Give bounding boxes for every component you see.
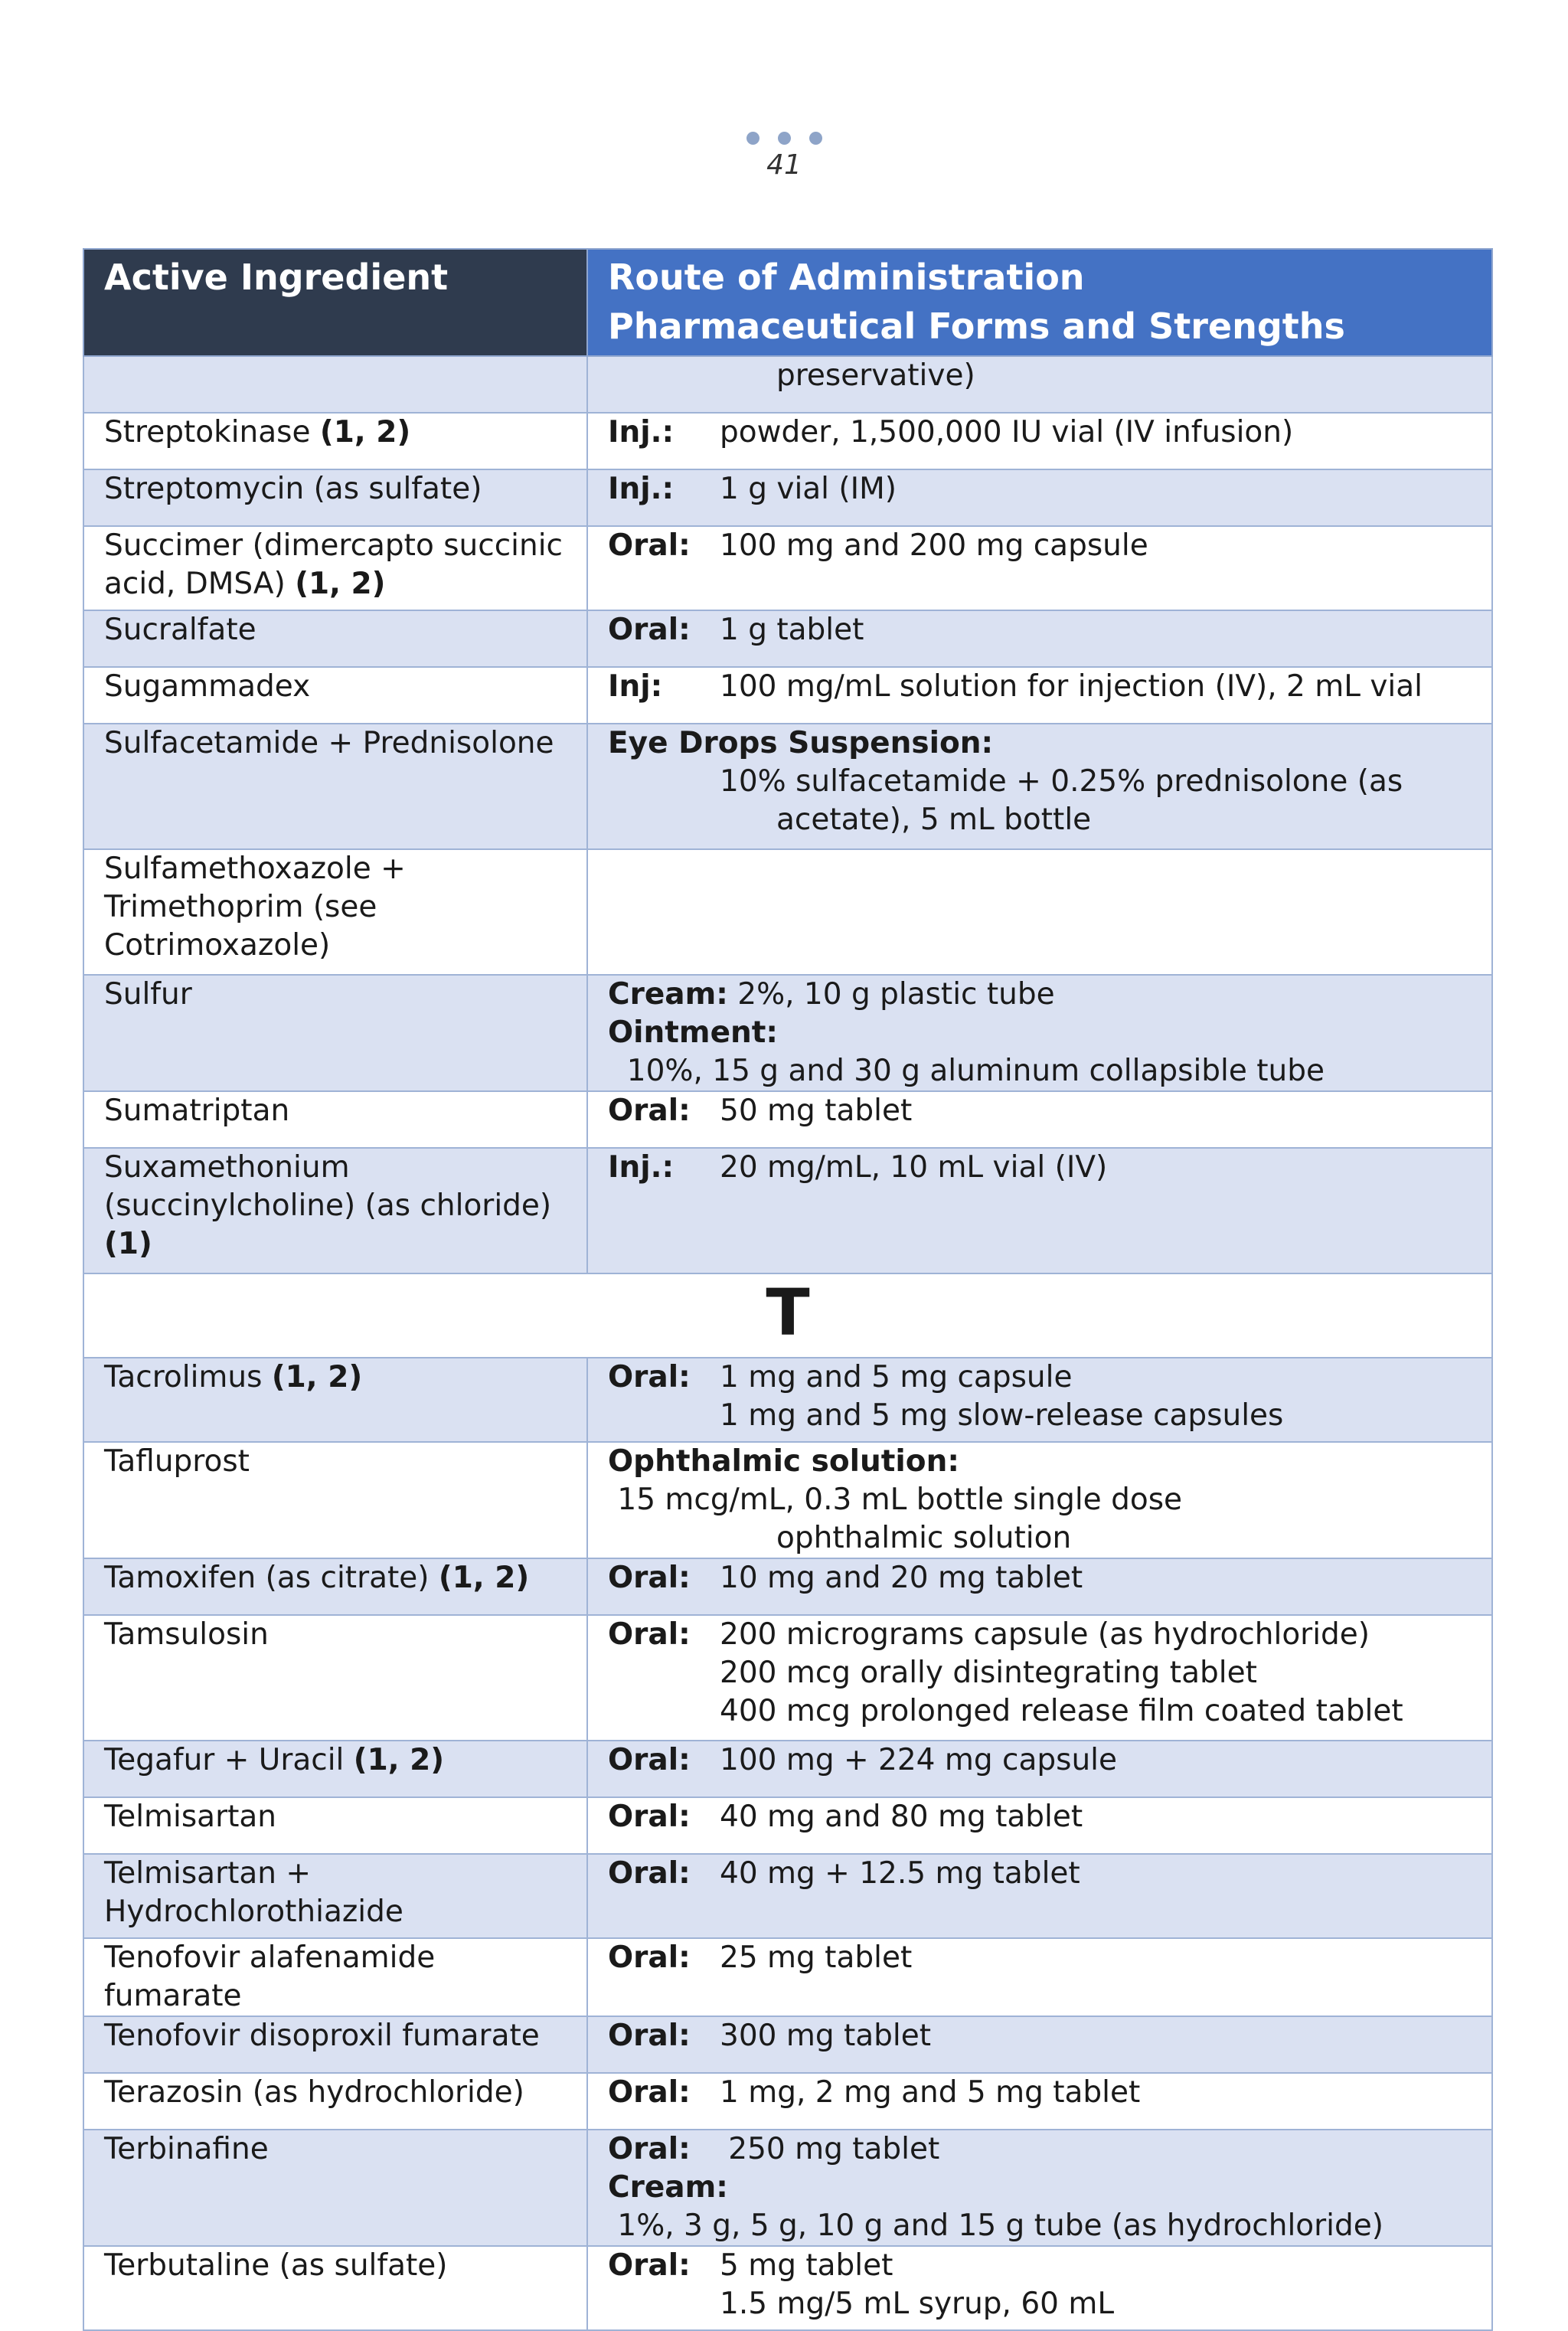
ingredient-name: Terbutaline (as sulfate) <box>104 2248 448 2283</box>
ingredient-name: Tacrolimus <box>104 1360 272 1394</box>
ingredient-name: Streptokinase <box>104 415 320 450</box>
form-strength: 40 mg and 80 mg tablet <box>720 1800 1083 1834</box>
ingredient-note-mark: (1, 2) <box>295 567 386 601</box>
ingredient-name: Tafluprost <box>104 1444 250 1479</box>
form-strength: 10 mg and 20 mg tablet <box>720 1561 1083 1595</box>
form-strength: powder, 1,500,000 IU vial (IV infusion) <box>720 415 1294 450</box>
page-ornament <box>0 132 1568 148</box>
ingredient-note-mark: (1) <box>104 1227 152 1261</box>
route-forms-cell <box>587 2016 1492 2073</box>
form-label: Cream: <box>608 2170 728 2205</box>
ingredient-name: Sulfacetamide + Prednisolone <box>104 726 554 760</box>
header-route-forms <box>587 249 1492 356</box>
route-forms-cell <box>587 2073 1492 2130</box>
active-ingredient-cell <box>83 2016 587 2073</box>
ingredient-name: Sulfamethoxazole + Trimethoprim (see Cotrimoxazole) <box>104 852 406 963</box>
ingredient-note-mark: (1, 2) <box>353 1743 445 1777</box>
ingredient-name: Tenofovir alafenamide fumarate <box>104 1940 436 2013</box>
table-row <box>83 413 1492 469</box>
form-strength: 1 mg and 5 mg capsule <box>720 1360 1073 1394</box>
ingredient-name: Sugammadex <box>104 669 311 704</box>
route-label: Oral: <box>608 2248 691 2283</box>
route-forms-cell <box>587 1558 1492 1615</box>
table-row <box>83 667 1492 724</box>
active-ingredient-cell <box>83 356 587 413</box>
route-forms-cell <box>587 356 1492 413</box>
form-strength: 1 g vial (IM) <box>720 472 897 506</box>
active-ingredient-cell <box>83 1615 587 1741</box>
active-ingredient-cell <box>83 1148 587 1273</box>
route-label: Inj.: <box>608 1150 675 1185</box>
route-forms-cell <box>587 1797 1492 1854</box>
table-row <box>83 1091 1492 1148</box>
ingredient-name: Tamoxifen (as citrate) <box>104 1561 439 1595</box>
table-row <box>83 1938 1492 2016</box>
continuation-text: ophthalmic solution <box>776 1521 1072 1555</box>
form-strength: 25 mg tablet <box>720 1940 913 1975</box>
active-ingredient-cell <box>83 610 587 667</box>
header-forms: Pharmaceutical Forms and Strengths <box>608 306 1345 347</box>
header-active-ingredient: Active Ingredient <box>83 249 587 356</box>
form-strength: 1%, 3 g, 5 g, 10 g and 15 g tube (as hydrochloride) <box>608 2208 1383 2243</box>
route-label: Inj: <box>608 669 663 704</box>
active-ingredient-cell <box>83 413 587 469</box>
ingredient-name: Terbinafine <box>104 2132 269 2166</box>
route-forms-cell <box>587 667 1492 724</box>
table-row <box>83 849 1492 975</box>
active-ingredient-cell <box>83 849 587 975</box>
ingredient-note-mark: (1, 2) <box>319 415 411 450</box>
form-strength: 400 mcg prolonged release film coated tablet <box>720 1694 1403 1728</box>
route-forms-cell <box>587 2130 1492 2246</box>
form-strength: 1 mg and 5 mg slow-release capsules <box>720 1398 1284 1433</box>
form-strength: 50 mg tablet <box>720 1094 913 1128</box>
ingredient-name: Tegafur + Uracil <box>104 1743 354 1777</box>
ingredient-name: Succimer (dimercapto succinic acid, DMSA) <box>104 528 563 601</box>
form-strength: 1 g tablet <box>720 613 864 647</box>
route-label: Oral: <box>608 2019 691 2053</box>
medicines-table <box>83 248 1493 2331</box>
form-strength: 200 micrograms capsule (as hydrochloride) <box>720 1617 1370 1652</box>
form-strength: 20 mg/mL, 10 mL vial (IV) <box>720 1150 1108 1185</box>
form-strength: 250 mg tablet <box>690 2132 940 2166</box>
ingredient-name: Suxamethonium (succinylcholine) (as chloride) <box>104 1150 552 1223</box>
table-row <box>83 2016 1492 2073</box>
table-row <box>83 2130 1492 2246</box>
table-row <box>83 356 1492 413</box>
ingredient-name: Terazosin (as hydrochloride) <box>104 2075 524 2110</box>
ingredient-name: Streptomycin (as sulfate) <box>104 472 482 506</box>
route-forms-cell <box>587 2246 1492 2330</box>
section-letter: T <box>83 1273 1492 1358</box>
table-row <box>83 2073 1492 2130</box>
route-forms-cell <box>587 1854 1492 1938</box>
active-ingredient-cell <box>83 1797 587 1854</box>
route-forms-cell <box>587 1091 1492 1148</box>
form-strength: 100 mg and 200 mg capsule <box>720 528 1148 563</box>
form-line <box>608 1014 1472 1090</box>
table-body <box>83 356 1492 2330</box>
table-row <box>83 526 1492 610</box>
table-header-row <box>83 249 1492 356</box>
form-strength: 2%, 10 g plastic tube <box>727 977 1055 1012</box>
active-ingredient-cell <box>83 2246 587 2330</box>
route-forms-cell <box>587 724 1492 849</box>
table-row <box>83 1273 1492 1358</box>
form-label: Cream: <box>608 977 728 1012</box>
form-strength: 10%, 15 g and 30 g aluminum collapsible tube <box>608 1054 1325 1088</box>
active-ingredient-cell <box>83 526 587 610</box>
ornament-dot <box>809 132 822 145</box>
table-row <box>83 469 1492 526</box>
header-route: Route of Administration <box>608 257 1085 298</box>
route-forms-cell <box>587 849 1492 975</box>
table-row <box>83 1558 1492 1615</box>
table-row <box>83 1148 1492 1273</box>
ingredient-note-mark: (1, 2) <box>438 1561 530 1595</box>
route-forms-cell <box>587 1442 1492 1558</box>
route-label: Oral: <box>608 1940 691 1975</box>
form-strength: 40 mg + 12.5 mg tablet <box>720 1856 1080 1891</box>
form-label: Ointment: <box>608 1015 779 1050</box>
route-label: Oral: <box>608 1561 691 1595</box>
route-forms-cell <box>587 413 1492 469</box>
active-ingredient-cell <box>83 1938 587 2016</box>
active-ingredient-cell <box>83 724 587 849</box>
route-label: Eye Drops Suspension: <box>608 726 994 760</box>
form-strength: 100 mg/mL solution for injection (IV), 2 mL vial <box>720 669 1423 704</box>
ingredient-name: Telmisartan + Hydrochlorothiazide <box>104 1856 403 1929</box>
route-label: Oral: <box>608 1743 691 1777</box>
active-ingredient-cell <box>83 667 587 724</box>
active-ingredient-cell <box>83 2073 587 2130</box>
route-forms-cell <box>587 975 1492 1091</box>
route-label: Oral: <box>608 2075 691 2110</box>
active-ingredient-cell <box>83 2130 587 2246</box>
form-strength: 5 mg tablet <box>720 2248 893 2283</box>
form-line <box>608 1443 1472 1519</box>
form-strength: 1 mg, 2 mg and 5 mg tablet <box>720 2075 1141 2110</box>
route-label: Inj.: <box>608 415 675 450</box>
table-row <box>83 1442 1492 1558</box>
ingredient-name: Tamsulosin <box>104 1617 269 1652</box>
table-row <box>83 975 1492 1091</box>
form-strength: acetate), 5 mL bottle <box>776 803 1092 837</box>
route-forms-cell <box>587 610 1492 667</box>
ingredient-name: Sulfur <box>104 977 192 1012</box>
ingredient-note-mark: (1, 2) <box>271 1360 363 1394</box>
form-strength: 200 mcg orally disintegrating tablet <box>720 1656 1257 1690</box>
route-forms-cell <box>587 526 1492 610</box>
route-label: Oral: <box>608 1094 691 1128</box>
form-strength: 15 mcg/mL, 0.3 mL bottle single dose <box>608 1483 1183 1517</box>
form-label: Ophthalmic solution: <box>608 1444 959 1479</box>
form-line <box>608 976 1472 1014</box>
active-ingredient-cell <box>83 1558 587 1615</box>
active-ingredient-cell <box>83 1442 587 1558</box>
route-forms-cell <box>587 1741 1492 1797</box>
route-label: Oral: <box>608 1617 691 1652</box>
route-forms-cell <box>587 1148 1492 1273</box>
active-ingredient-cell <box>83 469 587 526</box>
active-ingredient-cell <box>83 975 587 1091</box>
active-ingredient-cell <box>83 1854 587 1938</box>
ingredient-name: Sumatriptan <box>104 1094 290 1128</box>
ornament-dot <box>778 132 791 145</box>
ingredient-name: Telmisartan <box>104 1800 277 1834</box>
page-number: 41 <box>766 149 802 181</box>
active-ingredient-cell <box>83 1091 587 1148</box>
table-row <box>83 1797 1492 1854</box>
form-line <box>608 2169 1472 2245</box>
route-label: Inj.: <box>608 472 675 506</box>
table-row <box>83 1615 1492 1741</box>
route-label: Oral: <box>608 1360 691 1394</box>
form-strength: 100 mg + 224 mg capsule <box>720 1743 1117 1777</box>
route-forms-cell <box>587 1615 1492 1741</box>
ingredient-name: Sucralfate <box>104 613 256 647</box>
form-strength: 10% sulfacetamide + 0.25% prednisolone (as <box>720 764 1403 799</box>
table-row <box>83 1741 1492 1797</box>
active-ingredient-cell <box>83 1741 587 1797</box>
route-forms-cell <box>587 1358 1492 1442</box>
table-row <box>83 1358 1492 1442</box>
form-strength: 1.5 mg/5 mL syrup, 60 mL <box>720 2287 1115 2321</box>
continuation-text: preservative) <box>776 358 975 393</box>
ingredient-name: Tenofovir disoproxil fumarate <box>104 2019 540 2053</box>
table-row <box>83 2246 1492 2330</box>
route-label: Oral: <box>608 1800 691 1834</box>
route-forms-cell <box>587 1938 1492 2016</box>
route-label: Oral: <box>608 1856 691 1891</box>
form-label: Oral: <box>608 2132 691 2166</box>
form-line <box>608 2130 1472 2169</box>
form-strength: 300 mg tablet <box>720 2019 932 2053</box>
ornament-dot <box>746 132 760 145</box>
route-label: Oral: <box>608 528 691 563</box>
active-ingredient-cell <box>83 1358 587 1442</box>
table-row <box>83 724 1492 849</box>
table-row <box>83 1854 1492 1938</box>
route-label: Oral: <box>608 613 691 647</box>
table-row <box>83 610 1492 667</box>
route-forms-cell <box>587 469 1492 526</box>
